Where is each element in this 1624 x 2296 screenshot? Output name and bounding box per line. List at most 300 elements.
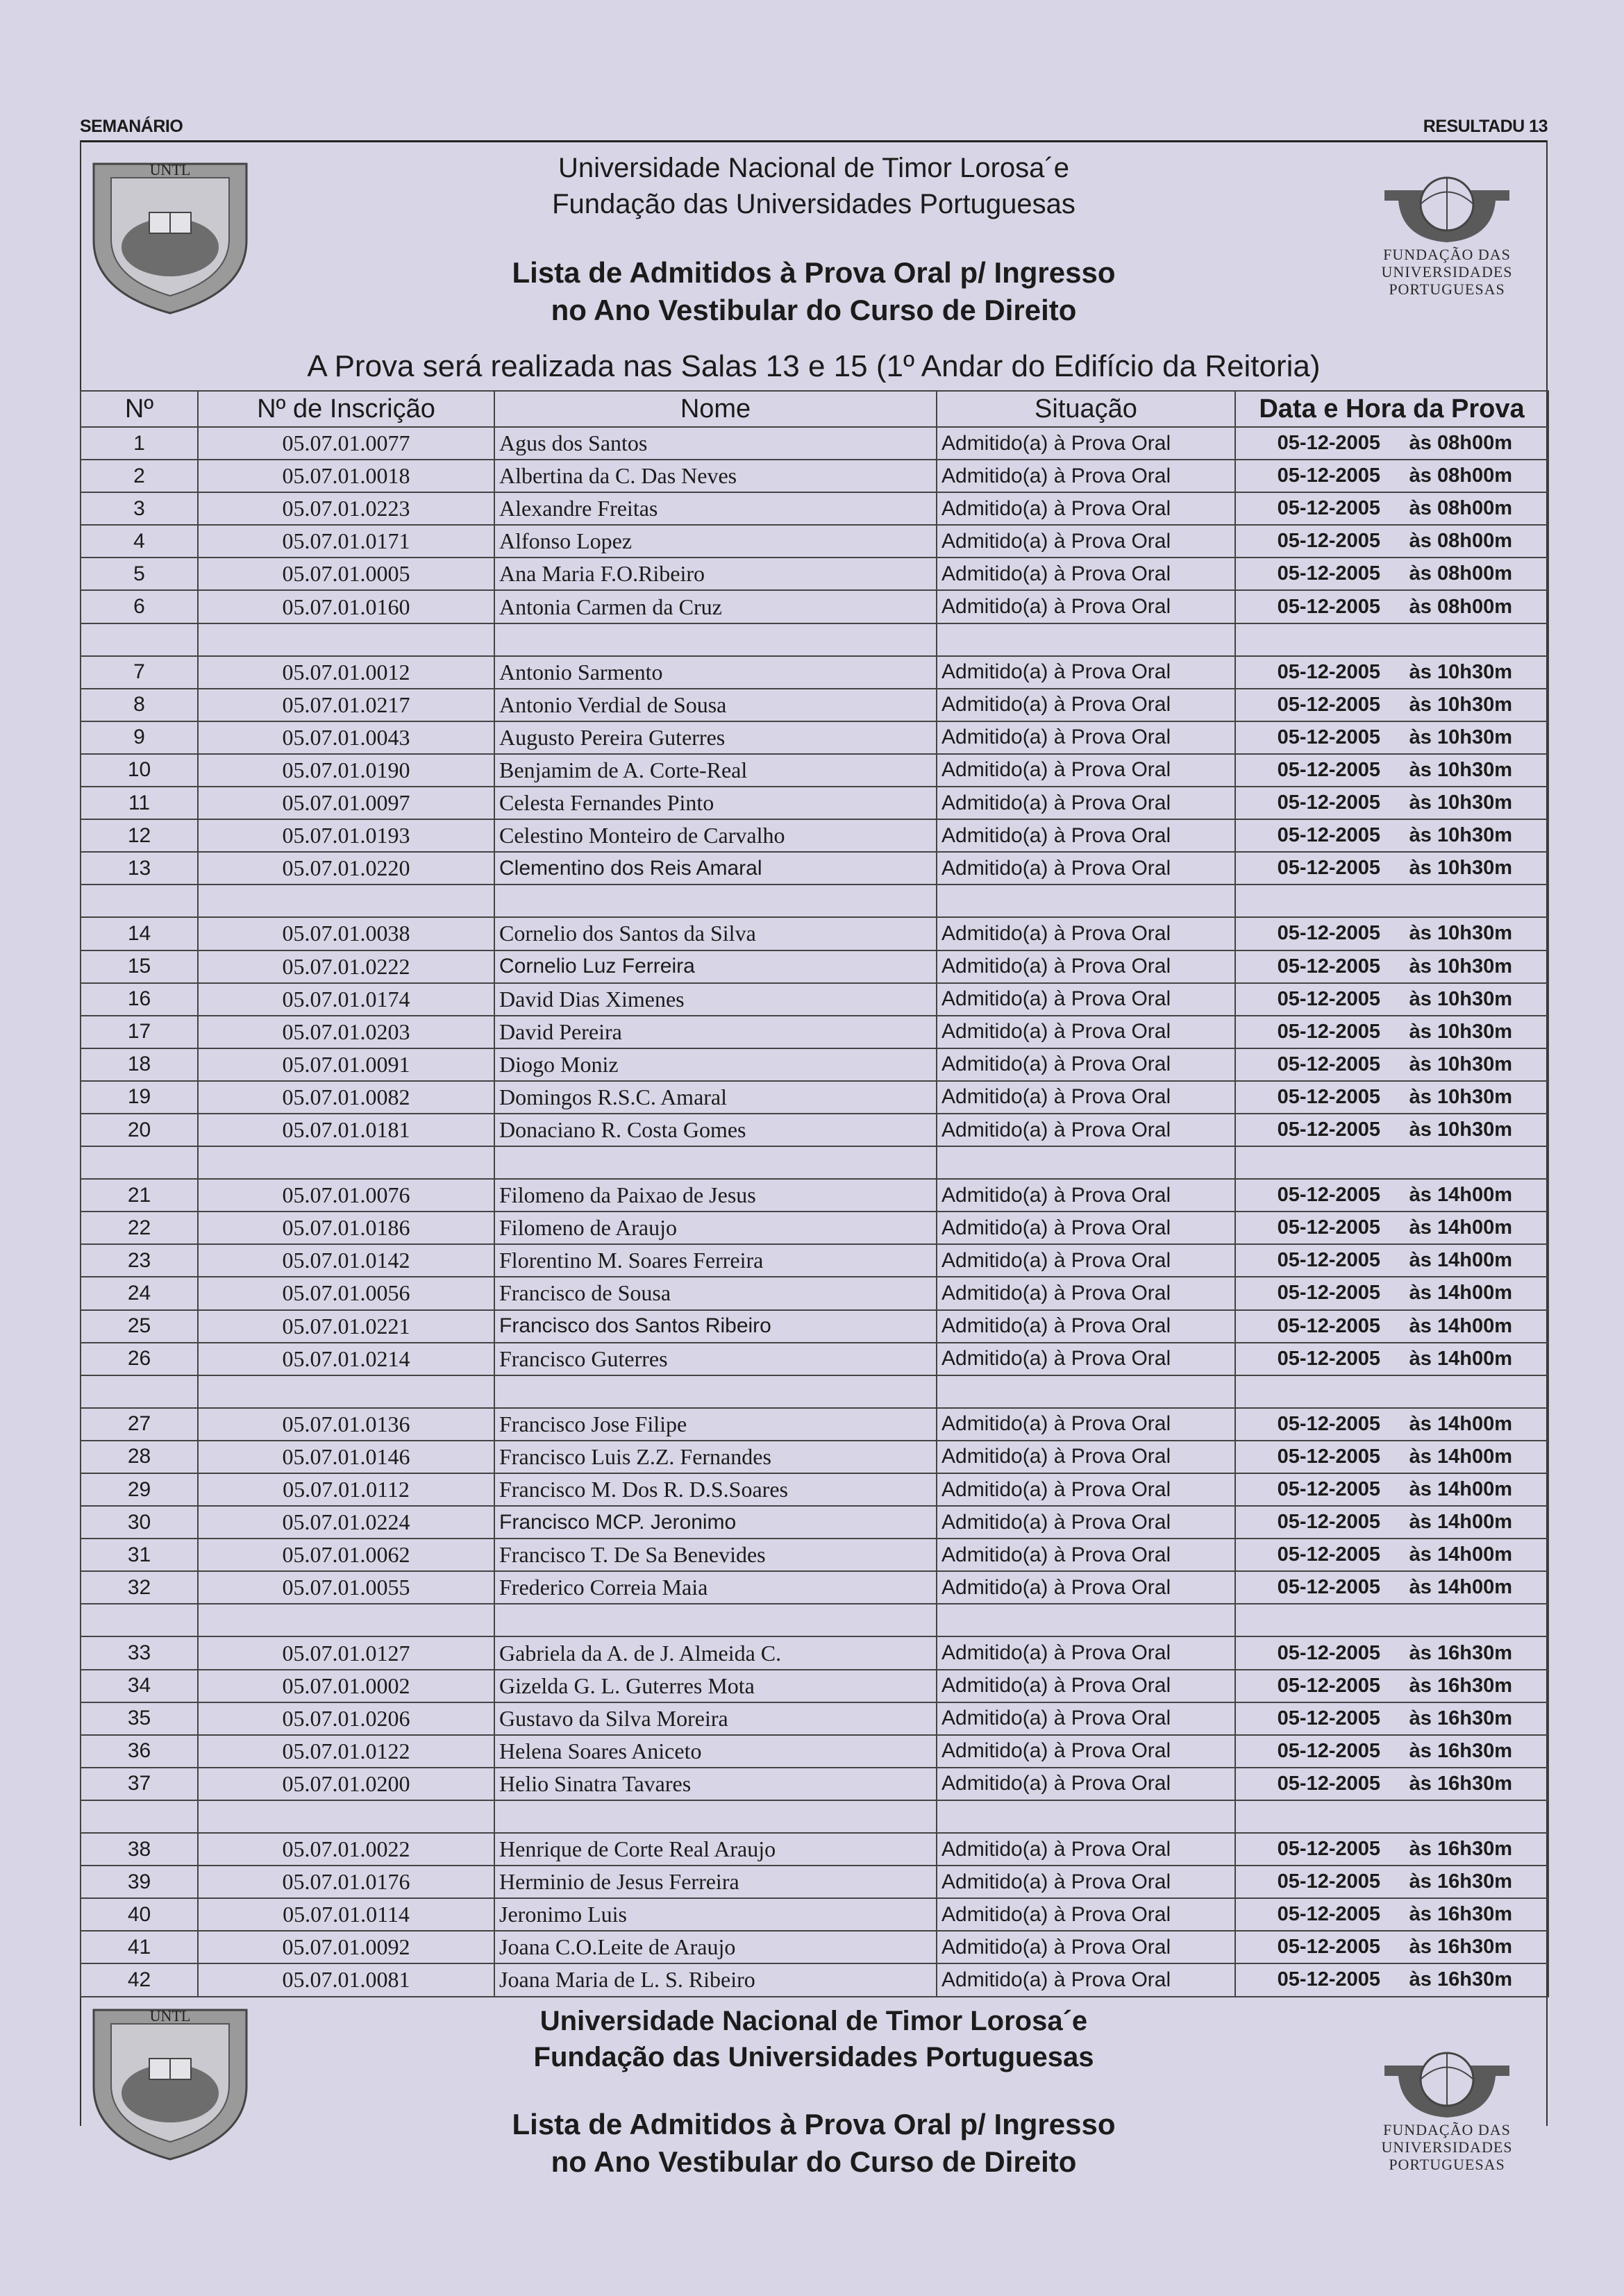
datetime-cell (1235, 1212, 1548, 1244)
fup-logo-line-3: PORTUGUESAS (1389, 2156, 1505, 2173)
table-row (81, 819, 1548, 852)
status-cell: Admitido(a) à Prova Oral (937, 1506, 1235, 1539)
name-cell: Alfonso Lopez (494, 525, 937, 558)
datetime-cell (1235, 689, 1548, 721)
table-row (81, 1636, 1548, 1669)
name-cell: Joana C.O.Leite de Araujo (494, 1931, 937, 1963)
status-cell: Admitido(a) à Prova Oral (937, 525, 1235, 558)
section-label: RESULTADU 13 (1423, 117, 1548, 136)
row-number-cell: 1 (81, 427, 198, 460)
table-row (81, 917, 1548, 950)
row-number-cell: 22 (81, 1212, 198, 1244)
row-number-cell: 35 (81, 1702, 198, 1735)
table-row (81, 1931, 1548, 1963)
status-cell: Admitido(a) à Prova Oral (937, 1931, 1235, 1963)
status-cell: Admitido(a) à Prova Oral (937, 1408, 1235, 1441)
table-row (81, 1735, 1548, 1768)
exam-date: 05-12-2005 (1277, 1478, 1380, 1501)
exam-time: às 10h30m (1409, 857, 1512, 880)
header-bottom (80, 2003, 1548, 2239)
empty-cell (81, 1375, 198, 1408)
status-cell: Admitido(a) à Prova Oral (937, 1898, 1235, 1931)
status-cell: Admitido(a) à Prova Oral (937, 1343, 1235, 1375)
table-row (81, 1277, 1548, 1309)
row-number-cell: 32 (81, 1571, 198, 1604)
registration-cell: 05.07.01.0082 (198, 1081, 494, 1114)
datetime-cell (1235, 1179, 1548, 1212)
empty-cell (81, 623, 198, 656)
empty-cell (1235, 1375, 1548, 1408)
datetime-cell (1235, 1963, 1548, 1996)
name-cell: Agus dos Santos (494, 427, 937, 460)
empty-cell (494, 885, 937, 917)
name-cell: Helio Sinatra Tavares (494, 1768, 937, 1800)
table-row (81, 1963, 1548, 1996)
title-line-1: Lista de Admitidos à Prova Oral p/ Ingresso (512, 2108, 1116, 2140)
name-cell: Celestino Monteiro de Carvalho (494, 819, 937, 852)
row-number-cell: 19 (81, 1081, 198, 1114)
datetime-cell (1235, 492, 1548, 525)
table-row (81, 1016, 1548, 1048)
row-number-cell: 5 (81, 558, 198, 590)
separator-row (81, 1375, 1548, 1408)
fup-logo (1360, 2045, 1534, 2173)
col-header-name: Nome (494, 391, 937, 427)
table-header-row (81, 391, 1548, 427)
exam-time: às 08h00m (1409, 497, 1512, 520)
status-cell: Admitido(a) à Prova Oral (937, 721, 1235, 754)
col-header-datetime: Data e Hora da Prova (1235, 391, 1548, 427)
exam-date: 05-12-2005 (1277, 1936, 1380, 1959)
registration-cell: 05.07.01.0222 (198, 950, 494, 983)
exam-time: às 16h30m (1409, 1870, 1512, 1893)
name-cell: Francisco M. Dos R. D.S.Soares (494, 1473, 937, 1506)
datetime-cell (1235, 656, 1548, 689)
exam-date: 05-12-2005 (1277, 562, 1380, 585)
row-number-cell: 21 (81, 1179, 198, 1212)
status-cell: Admitido(a) à Prova Oral (937, 1310, 1235, 1343)
exam-date: 05-12-2005 (1277, 824, 1380, 847)
name-cell: Francisco Jose Filipe (494, 1408, 937, 1441)
status-cell: Admitido(a) à Prova Oral (937, 1702, 1235, 1735)
table-row (81, 1212, 1548, 1244)
table-row (81, 1898, 1548, 1931)
exam-time: às 16h30m (1409, 1641, 1512, 1664)
registration-cell: 05.07.01.0186 (198, 1212, 494, 1244)
row-number-cell: 38 (81, 1833, 198, 1866)
row-number-cell: 29 (81, 1473, 198, 1506)
registration-cell: 05.07.01.0114 (198, 1898, 494, 1931)
exam-time: às 08h00m (1409, 464, 1512, 487)
exam-venue-note: A Prova será realizada nas Salas 13 e 15 (1º Andar do Edifício da Reitoria) (307, 349, 1321, 383)
datetime-cell (1235, 1833, 1548, 1866)
status-cell: Admitido(a) à Prova Oral (937, 917, 1235, 950)
status-cell: Admitido(a) à Prova Oral (937, 1212, 1235, 1244)
row-number-cell: 27 (81, 1408, 198, 1441)
table-row (81, 427, 1548, 460)
registration-cell: 05.07.01.0176 (198, 1866, 494, 1898)
exam-time: às 10h30m (1409, 1020, 1512, 1043)
registration-cell: 05.07.01.0221 (198, 1310, 494, 1343)
row-number-cell: 12 (81, 819, 198, 852)
registration-cell: 05.07.01.0112 (198, 1473, 494, 1506)
row-number-cell: 39 (81, 1866, 198, 1898)
datetime-cell (1235, 590, 1548, 623)
status-cell: Admitido(a) à Prova Oral (937, 1571, 1235, 1604)
registration-cell: 05.07.01.0081 (198, 1963, 494, 1996)
fup-emblem-icon (1378, 2045, 1516, 2121)
status-cell: Admitido(a) à Prova Oral (937, 1179, 1235, 1212)
exam-time: às 14h00m (1409, 1511, 1512, 1534)
registration-cell: 05.07.01.0193 (198, 819, 494, 852)
exam-date: 05-12-2005 (1277, 1838, 1380, 1861)
empty-cell (937, 885, 1235, 917)
exam-date: 05-12-2005 (1277, 595, 1380, 618)
row-number-cell: 31 (81, 1539, 198, 1571)
exam-time: às 08h00m (1409, 562, 1512, 585)
registration-cell: 05.07.01.0174 (198, 983, 494, 1016)
status-cell: Admitido(a) à Prova Oral (937, 460, 1235, 492)
name-cell: Herminio de Jesus Ferreira (494, 1866, 937, 1898)
exam-date: 05-12-2005 (1277, 987, 1380, 1010)
document-title (80, 254, 1548, 329)
datetime-cell (1235, 1866, 1548, 1898)
datetime-cell (1235, 1244, 1548, 1277)
empty-cell (494, 1146, 937, 1179)
exam-date: 05-12-2005 (1277, 726, 1380, 748)
university-name: Universidade Nacional de Timor Lorosa´e (558, 153, 1069, 183)
name-cell: Francisco MCP. Jeronimo (494, 1506, 937, 1539)
registration-cell: 05.07.01.0220 (198, 852, 494, 885)
seal-lettering: UNTL (149, 2007, 191, 2025)
row-number-cell: 4 (81, 525, 198, 558)
registration-cell: 05.07.01.0091 (198, 1048, 494, 1081)
empty-cell (81, 1800, 198, 1833)
empty-cell (198, 1146, 494, 1179)
registration-cell: 05.07.01.0200 (198, 1768, 494, 1800)
table-row (81, 1310, 1548, 1343)
status-cell: Admitido(a) à Prova Oral (937, 1768, 1235, 1800)
status-cell: Admitido(a) à Prova Oral (937, 1735, 1235, 1768)
exam-date: 05-12-2005 (1277, 660, 1380, 683)
status-cell: Admitido(a) à Prova Oral (937, 492, 1235, 525)
empty-cell (937, 1604, 1235, 1636)
exam-date: 05-12-2005 (1277, 1282, 1380, 1305)
row-number-cell: 2 (81, 460, 198, 492)
table-row (81, 558, 1548, 590)
empty-cell (1235, 1146, 1548, 1179)
status-cell: Admitido(a) à Prova Oral (937, 950, 1235, 983)
separator-row (81, 1146, 1548, 1179)
row-number-cell: 7 (81, 656, 198, 689)
registration-cell: 05.07.01.0181 (198, 1114, 494, 1146)
datetime-cell (1235, 787, 1548, 819)
exam-time: às 08h00m (1409, 530, 1512, 553)
name-cell: Gabriela da A. de J. Almeida C. (494, 1636, 937, 1669)
empty-cell (937, 1800, 1235, 1833)
name-cell: Helena Soares Aniceto (494, 1735, 937, 1768)
name-cell: Frederico Correia Maia (494, 1571, 937, 1604)
row-number-cell: 8 (81, 689, 198, 721)
registration-cell: 05.07.01.0056 (198, 1277, 494, 1309)
registration-cell: 05.07.01.0136 (198, 1408, 494, 1441)
exam-time: às 16h30m (1409, 1674, 1512, 1697)
title-line-1: Lista de Admitidos à Prova Oral p/ Ingresso (512, 256, 1116, 289)
datetime-cell (1235, 1441, 1548, 1473)
empty-cell (81, 885, 198, 917)
status-cell: Admitido(a) à Prova Oral (937, 787, 1235, 819)
status-cell: Admitido(a) à Prova Oral (937, 1048, 1235, 1081)
table-row (81, 1539, 1548, 1571)
name-cell: Celesta Fernandes Pinto (494, 787, 937, 819)
newspaper-name: SEMANÁRIO (80, 117, 183, 136)
row-number-cell: 42 (81, 1963, 198, 1996)
datetime-cell (1235, 1506, 1548, 1539)
empty-cell (494, 1604, 937, 1636)
exam-date: 05-12-2005 (1277, 1903, 1380, 1926)
status-cell: Admitido(a) à Prova Oral (937, 427, 1235, 460)
name-cell: Antonio Sarmento (494, 656, 937, 689)
row-number-cell: 23 (81, 1244, 198, 1277)
exam-time: às 16h30m (1409, 1903, 1512, 1926)
title-line-2: no Ano Vestibular do Curso de Direito (551, 2145, 1077, 2178)
datetime-cell (1235, 917, 1548, 950)
exam-date: 05-12-2005 (1277, 1053, 1380, 1075)
empty-cell (1235, 623, 1548, 656)
exam-time: às 08h00m (1409, 595, 1512, 618)
table-row (81, 1473, 1548, 1506)
registration-cell: 05.07.01.0055 (198, 1571, 494, 1604)
registration-cell: 05.07.01.0142 (198, 1244, 494, 1277)
exam-date: 05-12-2005 (1277, 497, 1380, 520)
status-cell: Admitido(a) à Prova Oral (937, 1016, 1235, 1048)
name-cell: Cornelio dos Santos da Silva (494, 917, 937, 950)
datetime-cell (1235, 983, 1548, 1016)
table-row (81, 1179, 1548, 1212)
registration-cell: 05.07.01.0076 (198, 1179, 494, 1212)
registration-cell: 05.07.01.0018 (198, 460, 494, 492)
row-number-cell: 16 (81, 983, 198, 1016)
registration-cell: 05.07.01.0171 (198, 525, 494, 558)
exam-date: 05-12-2005 (1277, 1968, 1380, 1991)
table-row (81, 1244, 1548, 1277)
registration-cell: 05.07.01.0092 (198, 1931, 494, 1963)
exam-time: às 14h00m (1409, 1347, 1512, 1370)
empty-cell (1235, 1800, 1548, 1833)
table-row (81, 1343, 1548, 1375)
exam-time: às 16h30m (1409, 1838, 1512, 1861)
name-cell: Benjamim de A. Corte-Real (494, 754, 937, 787)
table-row (81, 1768, 1548, 1800)
registration-cell: 05.07.01.0012 (198, 656, 494, 689)
status-cell: Admitido(a) à Prova Oral (937, 1636, 1235, 1669)
table-row (81, 1114, 1548, 1146)
name-cell: Filomeno de Araujo (494, 1212, 937, 1244)
exam-time: às 14h00m (1409, 1576, 1512, 1599)
row-number-cell: 11 (81, 787, 198, 819)
row-number-cell: 37 (81, 1768, 198, 1800)
table-row (81, 1408, 1548, 1441)
separator-row (81, 1604, 1548, 1636)
status-cell: Admitido(a) à Prova Oral (937, 1539, 1235, 1571)
name-cell: Florentino M. Soares Ferreira (494, 1244, 937, 1277)
name-cell: Henrique de Corte Real Araujo (494, 1833, 937, 1866)
datetime-cell (1235, 1408, 1548, 1441)
row-number-cell: 9 (81, 721, 198, 754)
exam-time: às 16h30m (1409, 1968, 1512, 1991)
datetime-cell (1235, 1670, 1548, 1702)
datetime-cell (1235, 1931, 1548, 1963)
exam-time: às 14h00m (1409, 1478, 1512, 1501)
registration-cell: 05.07.01.0214 (198, 1343, 494, 1375)
table-row (81, 1081, 1548, 1114)
institution-names (80, 150, 1548, 222)
fup-logo (1360, 169, 1534, 298)
exam-date: 05-12-2005 (1277, 1707, 1380, 1729)
name-cell: Cornelio Luz Ferreira (494, 950, 937, 983)
row-number-cell: 20 (81, 1114, 198, 1146)
row-number-cell: 3 (81, 492, 198, 525)
status-cell: Admitido(a) à Prova Oral (937, 558, 1235, 590)
col-header-number: Nº (81, 391, 198, 427)
exam-date: 05-12-2005 (1277, 922, 1380, 945)
row-number-cell: 15 (81, 950, 198, 983)
table-row (81, 460, 1548, 492)
registration-cell: 05.07.01.0077 (198, 427, 494, 460)
exam-date: 05-12-2005 (1277, 1445, 1380, 1468)
datetime-cell (1235, 1343, 1548, 1375)
empty-cell (494, 1800, 937, 1833)
row-number-cell: 30 (81, 1506, 198, 1539)
row-number-cell: 10 (81, 754, 198, 787)
exam-time: às 10h30m (1409, 1085, 1512, 1108)
name-cell: Jeronimo Luis (494, 1898, 937, 1931)
registration-cell: 05.07.01.0097 (198, 787, 494, 819)
exam-date: 05-12-2005 (1277, 1184, 1380, 1207)
row-number-cell: 41 (81, 1931, 198, 1963)
registration-cell: 05.07.01.0062 (198, 1539, 494, 1571)
datetime-cell (1235, 819, 1548, 852)
status-cell: Admitido(a) à Prova Oral (937, 590, 1235, 623)
row-number-cell: 26 (81, 1343, 198, 1375)
name-cell: Filomeno da Paixao de Jesus (494, 1179, 937, 1212)
separator-row (81, 885, 1548, 917)
header-top (80, 143, 1548, 379)
exam-date: 05-12-2005 (1277, 1412, 1380, 1435)
name-cell: David Pereira (494, 1016, 937, 1048)
table-row (81, 1506, 1548, 1539)
exam-date: 05-12-2005 (1277, 1118, 1380, 1141)
name-cell: Alexandre Freitas (494, 492, 937, 525)
datetime-cell (1235, 525, 1548, 558)
datetime-cell (1235, 1768, 1548, 1800)
row-number-cell: 28 (81, 1441, 198, 1473)
empty-cell (494, 1375, 937, 1408)
datetime-cell (1235, 1735, 1548, 1768)
name-cell: Francisco T. De Sa Benevides (494, 1539, 937, 1571)
status-cell: Admitido(a) à Prova Oral (937, 1473, 1235, 1506)
title-line-2: no Ano Vestibular do Curso de Direito (551, 294, 1077, 326)
exam-date: 05-12-2005 (1277, 1576, 1380, 1599)
name-cell: Joana Maria de L. S. Ribeiro (494, 1963, 937, 1996)
status-cell: Admitido(a) à Prova Oral (937, 1963, 1235, 1996)
exam-time: às 08h00m (1409, 432, 1512, 455)
empty-cell (937, 1375, 1235, 1408)
status-cell: Admitido(a) à Prova Oral (937, 656, 1235, 689)
exam-time: às 10h30m (1409, 693, 1512, 716)
name-cell: Francisco Guterres (494, 1343, 937, 1375)
empty-cell (198, 623, 494, 656)
table-row (81, 983, 1548, 1016)
col-header-status: Situação (937, 391, 1235, 427)
datetime-cell (1235, 1473, 1548, 1506)
datetime-cell (1235, 1016, 1548, 1048)
registration-cell: 05.07.01.0002 (198, 1670, 494, 1702)
status-cell: Admitido(a) à Prova Oral (937, 983, 1235, 1016)
empty-cell (494, 623, 937, 656)
exam-date: 05-12-2005 (1277, 1085, 1380, 1108)
row-number-cell: 34 (81, 1670, 198, 1702)
exam-date: 05-12-2005 (1277, 1020, 1380, 1043)
exam-time: às 14h00m (1409, 1216, 1512, 1239)
registration-cell: 05.07.01.0224 (198, 1506, 494, 1539)
exam-time: às 10h30m (1409, 922, 1512, 945)
table-row (81, 1833, 1548, 1866)
exam-date: 05-12-2005 (1277, 955, 1380, 978)
status-cell: Admitido(a) à Prova Oral (937, 1866, 1235, 1898)
datetime-cell (1235, 754, 1548, 787)
empty-cell (81, 1146, 198, 1179)
fup-emblem-icon (1378, 169, 1516, 246)
fup-logo-line-2: UNIVERSIDADES (1381, 2138, 1513, 2156)
empty-cell (198, 885, 494, 917)
separator-row (81, 1800, 1548, 1833)
name-cell: Gustavo da Silva Moreira (494, 1702, 937, 1735)
datetime-cell (1235, 558, 1548, 590)
row-number-cell: 6 (81, 590, 198, 623)
fup-logo-line-1: FUNDAÇÃO DAS (1383, 246, 1511, 263)
admitted-list-table (80, 390, 1549, 1997)
row-number-cell: 36 (81, 1735, 198, 1768)
exam-time: às 16h30m (1409, 1772, 1512, 1795)
document-title (80, 2106, 1548, 2181)
registration-cell: 05.07.01.0206 (198, 1702, 494, 1735)
datetime-cell (1235, 852, 1548, 885)
datetime-cell (1235, 1048, 1548, 1081)
exam-time: às 10h30m (1409, 726, 1512, 748)
exam-time: às 10h30m (1409, 955, 1512, 978)
status-cell: Admitido(a) à Prova Oral (937, 689, 1235, 721)
registration-cell: 05.07.01.0223 (198, 492, 494, 525)
top-rule (80, 140, 1548, 142)
exam-time: às 10h30m (1409, 1118, 1512, 1141)
name-cell: Donaciano R. Costa Gomes (494, 1114, 937, 1146)
exam-time: às 14h00m (1409, 1412, 1512, 1435)
exam-date: 05-12-2005 (1277, 1870, 1380, 1893)
foundation-name: Fundação das Universidades Portuguesas (533, 2042, 1094, 2072)
name-cell: Clementino dos Reis Amaral (494, 852, 937, 885)
exam-date: 05-12-2005 (1277, 758, 1380, 781)
table-row (81, 492, 1548, 525)
exam-date: 05-12-2005 (1277, 791, 1380, 814)
row-number-cell: 25 (81, 1310, 198, 1343)
university-name: Universidade Nacional de Timor Lorosa´e (539, 2006, 1088, 2036)
datetime-cell (1235, 721, 1548, 754)
datetime-cell (1235, 1636, 1548, 1669)
exam-date: 05-12-2005 (1277, 1249, 1380, 1272)
name-cell: Albertina da C. Das Neves (494, 460, 937, 492)
row-number-cell: 40 (81, 1898, 198, 1931)
